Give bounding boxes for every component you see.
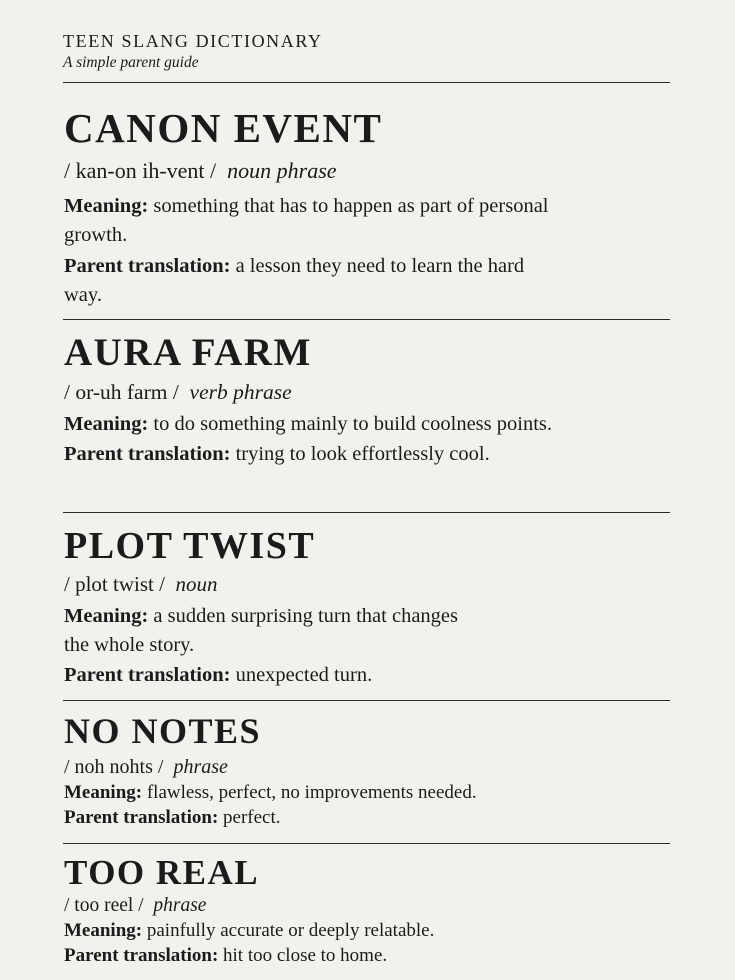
page-header: [63, 30, 323, 73]
entry-term: CANON EVENT: [64, 105, 383, 151]
meaning-text: painfully accurate or deeply relatable.: [146, 920, 435, 941]
entry-aura-farm: [64, 333, 664, 469]
entry-canon-event: [64, 105, 664, 310]
entry-part-of-speech: noun: [175, 572, 218, 596]
parent-translation-text: trying to look effortlessly cool.: [235, 443, 490, 465]
entry-pronunciation: / noh nohts /: [64, 756, 164, 778]
entry-meaning: [64, 192, 554, 250]
entry-term: NO NOTES: [64, 711, 262, 751]
divider: [63, 700, 670, 701]
entry-pronunciation: / plot twist /: [64, 572, 165, 596]
parent-translation-text: hit too close to home.: [223, 945, 388, 966]
entry-meaning: [64, 602, 474, 660]
entry-term: PLOT TWIST: [64, 525, 316, 567]
entry-no-notes: [64, 713, 664, 830]
entry-pronunciation: / kan-on ih-vent /: [64, 158, 217, 183]
divider: [63, 319, 670, 320]
entry-pronunciation-line: [64, 895, 664, 917]
entry-parent-translation: [64, 440, 564, 469]
divider: [63, 512, 670, 513]
entry-part-of-speech: phrase: [153, 895, 207, 916]
parent-translation-label: Parent translation:: [64, 443, 231, 465]
entry-pronunciation-line: [64, 572, 664, 596]
entry-part-of-speech: noun phrase: [227, 158, 337, 183]
page-subtitle: A simple parent guide: [63, 54, 199, 71]
divider: [63, 82, 670, 83]
meaning-label: Meaning:: [64, 605, 149, 627]
parent-translation-text: perfect.: [223, 807, 281, 828]
page-title: TEEN SLANG DICTIONARY: [63, 31, 323, 51]
entry-pronunciation-line: [64, 159, 664, 183]
entry-pronunciation: / too reel /: [64, 895, 144, 916]
entry-part-of-speech: verb phrase: [189, 380, 292, 404]
entry-plot-twist: [64, 527, 664, 690]
parent-translation-label: Parent translation:: [64, 664, 231, 686]
entry-parent-translation: [64, 943, 624, 968]
entry-term: TOO REAL: [64, 853, 260, 892]
parent-translation-label: Parent translation:: [64, 945, 219, 966]
parent-translation-label: Parent translation:: [64, 807, 219, 828]
meaning-text: a sudden surprising turn that changes the whole story.: [64, 605, 458, 656]
entry-pronunciation-line: [64, 380, 664, 404]
entry-parent-translation: [64, 252, 554, 310]
parent-translation-label: Parent translation:: [64, 255, 231, 277]
divider: [63, 843, 670, 844]
meaning-label: Meaning:: [64, 413, 149, 435]
meaning-text: to do something mainly to build coolness points.: [153, 413, 553, 435]
entry-part-of-speech: phrase: [173, 756, 228, 778]
entry-term: AURA FARM: [64, 331, 312, 374]
meaning-label: Meaning:: [64, 920, 143, 941]
entry-parent-translation: [64, 661, 474, 690]
entry-too-real: [64, 855, 664, 968]
meaning-label: Meaning:: [64, 195, 149, 217]
entry-pronunciation: / or-uh farm /: [64, 380, 179, 404]
entry-parent-translation: [64, 805, 624, 830]
parent-translation-text: unexpected turn.: [235, 664, 373, 686]
entry-pronunciation-line: [64, 756, 664, 778]
parent-translation-text: a lesson they need to learn the hard way.: [64, 255, 525, 306]
entry-meaning: [64, 918, 624, 943]
meaning-text: flawless, perfect, no improvements needed.: [146, 782, 477, 803]
entry-meaning: [64, 780, 624, 805]
entry-meaning: [64, 410, 564, 439]
meaning-text: something that has to happen as part of personal growth.: [64, 195, 549, 246]
meaning-label: Meaning:: [64, 782, 143, 803]
